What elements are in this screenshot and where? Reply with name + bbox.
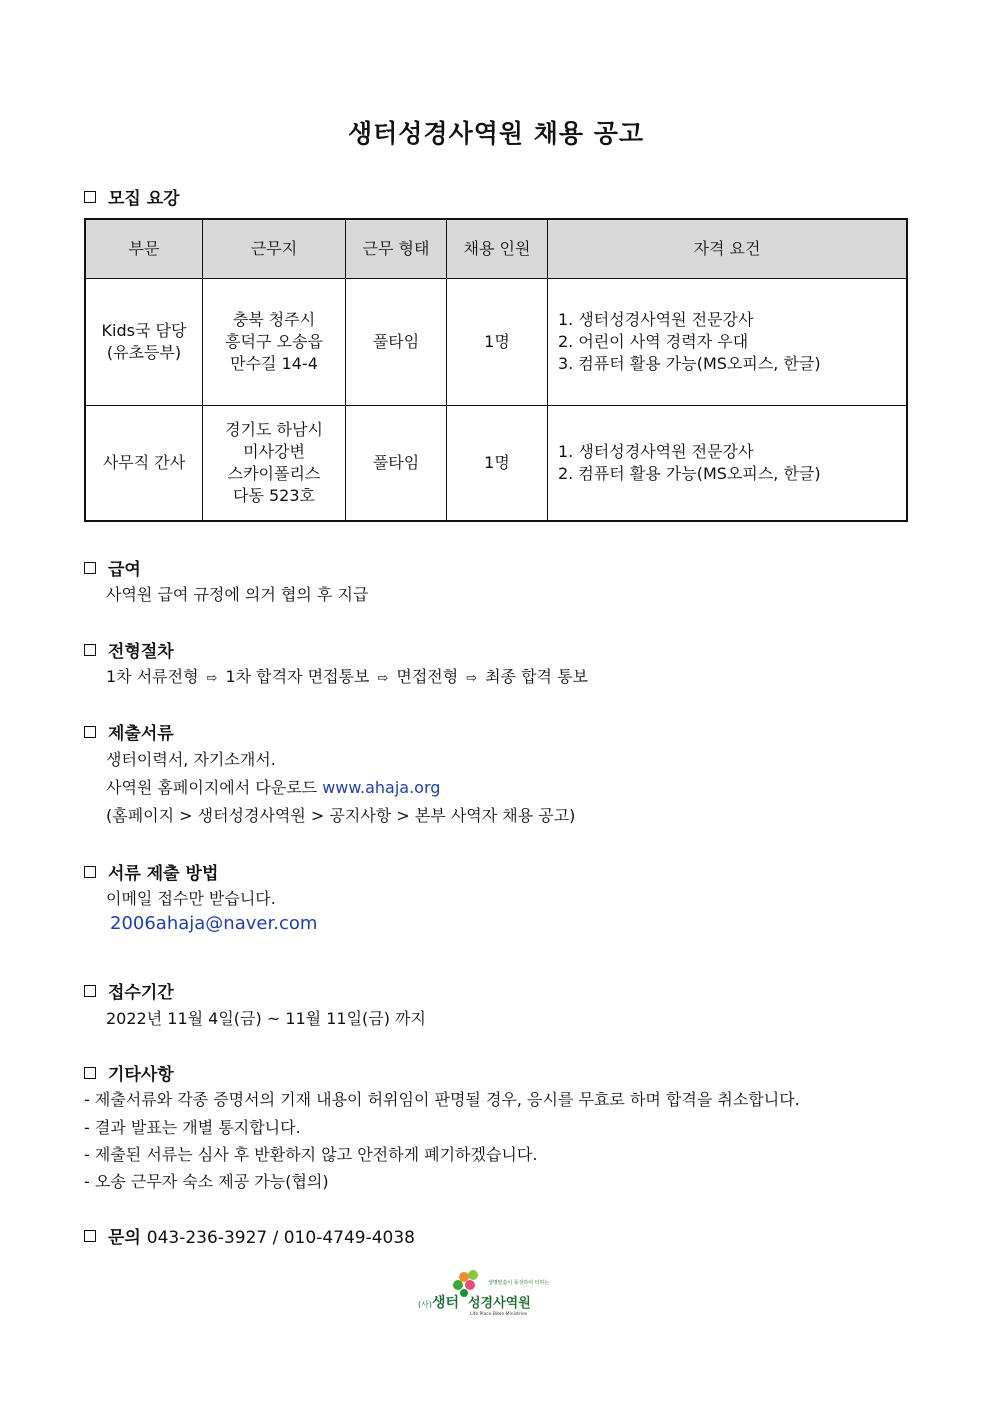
svg-text:성경사역원: 성경사역원 [468, 1296, 531, 1311]
section-method-heading: 서류 제출 방법 [84, 859, 218, 884]
etc-item: - 결과 발표는 개별 통지합니다. [84, 1118, 301, 1137]
cell-count: 1명 [447, 406, 548, 522]
section-recruit-heading: 모집 요강 [84, 184, 180, 209]
table-row [85, 279, 907, 406]
etc-item: - 제출된 서류는 심사 후 반환하지 않고 안전하게 폐기하겠습니다. [84, 1145, 538, 1164]
section-period-heading: 접수기간 [84, 978, 174, 1003]
section-salary-heading: 급여 [84, 555, 141, 580]
cell-location: 충북 청주시 흥덕구 오송읍 만수길 14-4 [203, 279, 346, 406]
section-process-heading: 전형절차 [84, 637, 174, 662]
period-text: 2022년 11월 4일(금) ~ 11월 11일(금) 까지 [106, 1009, 426, 1028]
header-count: 채용 인원 [447, 219, 548, 279]
cell-count: 1명 [447, 279, 548, 406]
checkbox-bullet-icon [84, 985, 96, 997]
checkbox-bullet-icon [84, 1067, 96, 1079]
svg-text:(사): (사) [418, 1300, 432, 1309]
ministry-logo [418, 1268, 550, 1318]
header-type: 근무 형태 [346, 219, 447, 279]
checkbox-bullet-icon [84, 1230, 96, 1242]
checkbox-bullet-icon [84, 191, 96, 203]
etc-item: - 오송 근무자 숙소 제공 가능(협의) [84, 1172, 329, 1191]
checkbox-bullet-icon [84, 866, 96, 878]
arrow-right-icon: ⇨ [206, 671, 218, 686]
cell-type: 풀타임 [346, 406, 447, 522]
checkbox-bullet-icon [84, 726, 96, 738]
process-step: 1차 합격자 면접통보 [225, 667, 370, 686]
cell-dept: Kids국 담당 (유초등부) [85, 279, 203, 406]
checkbox-bullet-icon [84, 562, 96, 574]
recruit-table [84, 218, 908, 522]
documents-line1: 생터이력서, 자기소개서. [106, 750, 276, 769]
salary-text: 사역원 급여 규정에 의거 협의 후 지급 [106, 585, 369, 604]
cell-type: 풀타임 [346, 279, 447, 406]
checkbox-bullet-icon [84, 644, 96, 656]
email-link[interactable]: 2006ahaja@naver.com [110, 913, 318, 934]
process-steps [106, 664, 588, 687]
homepage-link[interactable]: www.ahaja.org [322, 778, 441, 797]
header-location: 근무지 [203, 219, 346, 279]
process-step: 최종 합격 통보 [485, 667, 589, 686]
arrow-right-icon: ⇨ [377, 671, 389, 686]
cell-dept: 사무직 간사 [85, 406, 203, 522]
svg-text:Life Place Bible Ministries: Life Place Bible Ministries [470, 1312, 528, 1317]
section-contact: 문의 043-236-3927 / 010-4749-4038 [84, 1223, 415, 1248]
process-step: 1차 서류전형 [106, 667, 199, 686]
svg-text:생터: 생터 [432, 1295, 460, 1311]
arrow-right-icon: ⇨ [466, 671, 478, 686]
method-text: 이메일 접수만 받습니다. [106, 889, 276, 908]
documents-line2: 사역원 홈페이지에서 다운로드 www.ahaja.org [106, 778, 441, 797]
process-step: 면접전형 [396, 667, 459, 686]
table-header-row [85, 219, 907, 279]
table-row [85, 406, 907, 522]
cell-location: 경기도 하남시 미사강변 스카이폴리스 다동 523호 [203, 406, 346, 522]
cell-qualifications: 1. 생터성경사역원 전문강사 2. 컴퓨터 활용 가능(MS오피스, 한글) [548, 406, 908, 522]
contact-phones: 043-236-3927 / 010-4749-4038 [146, 1228, 415, 1248]
section-etc-heading: 기타사항 [84, 1060, 174, 1085]
svg-text:생명말씀이 풍성하여 터하는: 생명말씀이 풍성하여 터하는 [488, 1280, 550, 1286]
header-dept: 부문 [85, 219, 203, 279]
documents-line3: (홈페이지 > 생터성경사역원 > 공지사항 > 본부 사역자 채용 공고) [106, 806, 576, 825]
cell-qualifications: 1. 생터성경사역원 전문강사 2. 어린이 사역 경력자 우대 3. 컴퓨터 활용 가능(MS오피스, 한글) [548, 279, 908, 406]
logo-graphic [418, 1268, 550, 1318]
etc-item: - 제출서류와 각종 증명서의 기재 내용이 허위임이 판명될 경우, 응시를 무효로 하며 합격을 취소합니다. [84, 1090, 800, 1109]
section-documents-heading: 제출서류 [84, 719, 174, 744]
header-qualifications: 자격 요건 [548, 219, 908, 279]
page-title: 생터성경사역원 채용 공고 [347, 119, 645, 148]
